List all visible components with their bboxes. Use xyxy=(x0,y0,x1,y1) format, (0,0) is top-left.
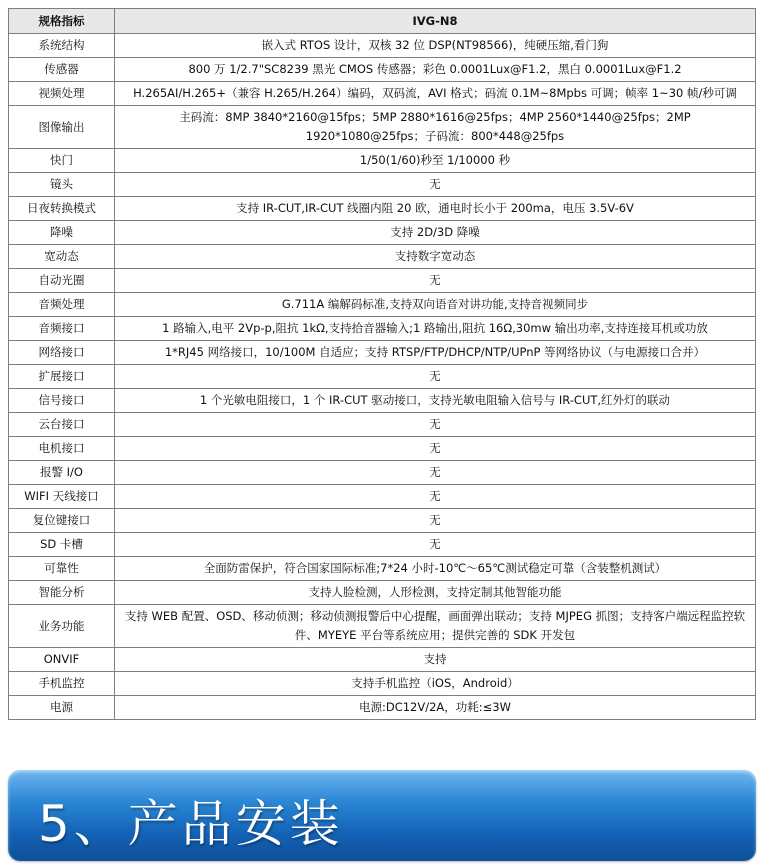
spec-key: SD 卡槽 xyxy=(9,533,115,557)
spec-value: 嵌入式 RTOS 设计，双核 32 位 DSP(NT98566)，纯硬压缩,看门狗 xyxy=(115,34,756,58)
spec-key: 音频处理 xyxy=(9,293,115,317)
table-row xyxy=(9,221,756,245)
spec-value: 支持人脸检测，人形检测，支持定制其他智能功能 xyxy=(115,581,756,605)
spec-value: 无 xyxy=(115,437,756,461)
spec-key: 智能分析 xyxy=(9,581,115,605)
table-row xyxy=(9,648,756,672)
table-row xyxy=(9,509,756,533)
spec-value: 无 xyxy=(115,413,756,437)
spec-value: 支持数字宽动态 xyxy=(115,245,756,269)
table-row xyxy=(9,533,756,557)
spec-value: 无 xyxy=(115,485,756,509)
spec-key: 快门 xyxy=(9,149,115,173)
spec-key: 电源 xyxy=(9,696,115,720)
spec-key: 图像输出 xyxy=(9,106,115,149)
spec-value: H.265AI/H.265+（兼容 H.265/H.264）编码，双码流，AVI 格式；码流 0.1M~8Mpbs 可调；帧率 1~30 帧/秒可调 xyxy=(115,82,756,106)
table-row xyxy=(9,557,756,581)
table-row xyxy=(9,34,756,58)
table-row xyxy=(9,58,756,82)
spec-key: 业务功能 xyxy=(9,605,115,648)
spec-value: 全面防雷保护，符合国家国际标准;7*24 小时-10℃～65℃测试稳定可靠（含装整机测试） xyxy=(115,557,756,581)
table-header-row xyxy=(9,9,756,34)
table-row xyxy=(9,82,756,106)
spec-key: 复位键接口 xyxy=(9,509,115,533)
table-row xyxy=(9,605,756,648)
spec-key: 镜头 xyxy=(9,173,115,197)
table-row xyxy=(9,173,756,197)
spec-value: 1 路输入,电平 2Vp-p,阻抗 1kΩ,支持拾音器输入;1 路输出,阻抗 16Ω,30mw 输出功率,支持连接耳机或功放 xyxy=(115,317,756,341)
spec-value: 无 xyxy=(115,173,756,197)
spec-value: 支持 WEB 配置、OSD、移动侦测；移动侦测报警后中心提醒，画面弹出联动；支持 MJPEG 抓图；支持客户端远程监控软件、MYEYE 平台等系统应用；提供完善的 SDK 开发包 xyxy=(115,605,756,648)
spec-value: 支持 xyxy=(115,648,756,672)
spec-key: 可靠性 xyxy=(9,557,115,581)
table-row xyxy=(9,341,756,365)
table-row xyxy=(9,197,756,221)
spec-value: 支持 IR-CUT,IR-CUT 线圈内阻 20 欧，通电时长小于 200ma，电压 3.5V-6V xyxy=(115,197,756,221)
header-key: 规格指标 xyxy=(9,9,115,34)
table-row xyxy=(9,149,756,173)
spec-value: 1 个光敏电阻接口，1 个 IR-CUT 驱动接口，支持光敏电阻输入信号与 IR-CUT,红外灯的联动 xyxy=(115,389,756,413)
spec-value: 1/50(1/60)秒至 1/10000 秒 xyxy=(115,149,756,173)
spec-key: 系统结构 xyxy=(9,34,115,58)
spec-value: 无 xyxy=(115,533,756,557)
spec-key: 视频处理 xyxy=(9,82,115,106)
spec-value: 主码流：8MP 3840*2160@15fps；5MP 2880*1616@25fps；4MP 2560*1440@25fps；2MP 1920*1080@25fps；子码流：800*448@25fps xyxy=(115,106,756,149)
spec-key: 网络接口 xyxy=(9,341,115,365)
spec-key: 音频接口 xyxy=(9,317,115,341)
table-row xyxy=(9,365,756,389)
spec-value: 支持 2D/3D 降噪 xyxy=(115,221,756,245)
table-row xyxy=(9,269,756,293)
spec-key: 信号接口 xyxy=(9,389,115,413)
table-row xyxy=(9,696,756,720)
table-row xyxy=(9,106,756,149)
spec-table xyxy=(8,8,756,720)
table-row xyxy=(9,437,756,461)
spec-value: 无 xyxy=(115,365,756,389)
spec-key: 扩展接口 xyxy=(9,365,115,389)
spec-value: 800 万 1/2.7"SC8239 黑光 CMOS 传感器；彩色 0.0001Lux@F1.2，黑白 0.0001Lux@F1.2 xyxy=(115,58,756,82)
table-row xyxy=(9,581,756,605)
section-title: 5、产品安装 xyxy=(38,795,344,853)
table-row xyxy=(9,317,756,341)
spec-key: ONVIF xyxy=(9,648,115,672)
spec-value: 1*RJ45 网络接口，10/100M 自适应；支持 RTSP/FTP/DHCP/NTP/UPnP 等网络协议（与电源接口合并） xyxy=(115,341,756,365)
spec-key: 宽动态 xyxy=(9,245,115,269)
table-row xyxy=(9,485,756,509)
header-model: IVG-N8 xyxy=(115,9,756,34)
table-row xyxy=(9,389,756,413)
section-banner xyxy=(8,770,756,861)
spec-value: 无 xyxy=(115,461,756,485)
spec-value: 支持手机监控（iOS，Android） xyxy=(115,672,756,696)
table-row xyxy=(9,245,756,269)
spec-value: 电源:DC12V/2A，功耗:≤3W xyxy=(115,696,756,720)
spec-table-body xyxy=(9,34,756,720)
table-row xyxy=(9,293,756,317)
table-row xyxy=(9,672,756,696)
spec-key: 传感器 xyxy=(9,58,115,82)
spec-key: 电机接口 xyxy=(9,437,115,461)
spec-value: 无 xyxy=(115,509,756,533)
spec-key: WIFI 天线接口 xyxy=(9,485,115,509)
spec-key: 报警 I/O xyxy=(9,461,115,485)
spec-key: 手机监控 xyxy=(9,672,115,696)
spec-key: 自动光圈 xyxy=(9,269,115,293)
spec-key: 日夜转换模式 xyxy=(9,197,115,221)
table-row xyxy=(9,461,756,485)
spec-value: 无 xyxy=(115,269,756,293)
table-row xyxy=(9,413,756,437)
spec-key: 降噪 xyxy=(9,221,115,245)
spec-key: 云台接口 xyxy=(9,413,115,437)
spec-value: G.711A 编解码标准,支持双向语音对讲功能,支持音视频同步 xyxy=(115,293,756,317)
